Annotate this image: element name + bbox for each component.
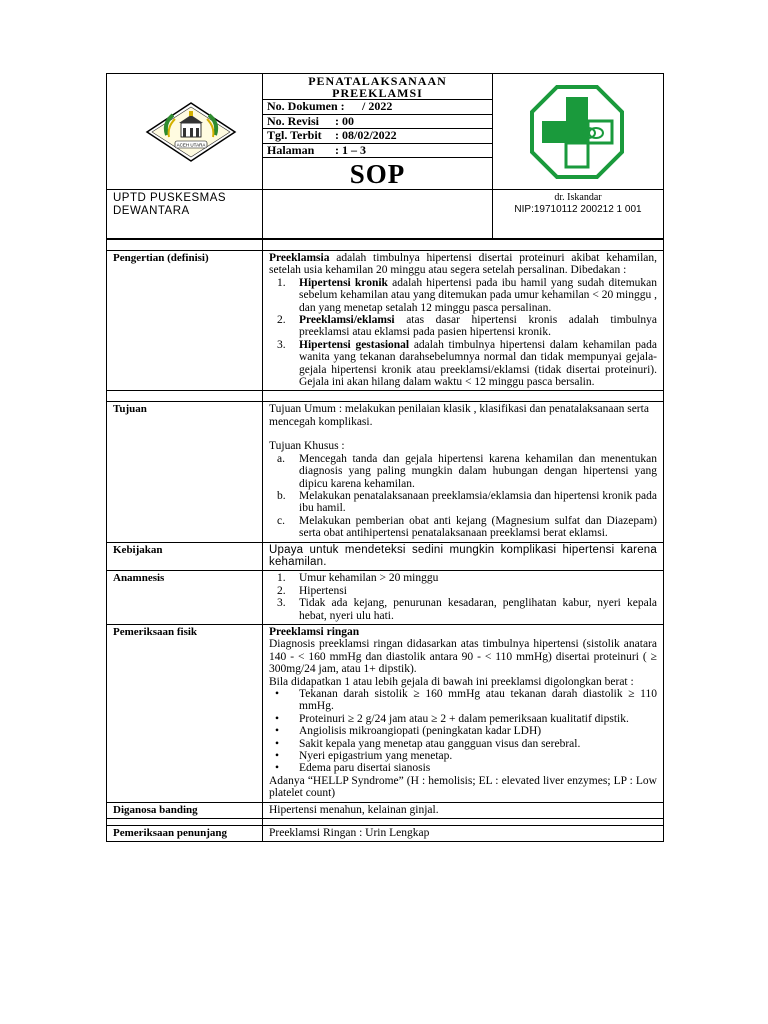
item-text: Umur kehamilan > 20 minggu <box>299 572 439 585</box>
document-header <box>106 73 664 239</box>
meta-value: / 2022 <box>362 99 393 113</box>
list-item <box>269 314 657 339</box>
content-pemeriksaan-penunjang <box>263 826 664 842</box>
bullet-item <box>269 750 657 762</box>
spacer <box>269 428 657 440</box>
list-item <box>269 339 657 389</box>
row-pemeriksaan-fisik <box>107 624 664 802</box>
bullet-text: Tekanan darah sistolik ≥ 160 mmHg atau tekanan darah diastolik ≥ 110 mmHg. <box>299 688 657 713</box>
bullet-item <box>269 725 657 737</box>
meta-key: Halaman <box>267 142 315 157</box>
spacer-row <box>107 240 664 251</box>
definition: adalah timbulnya hipertensi disertai proteinuri akibat kehamilan, setelah usia kehamilan 20 minggu atau segera setelah persalinan. Dibedakan : <box>269 252 657 277</box>
label-pemeriksaan-fisik: Pemeriksaan fisik <box>107 624 263 802</box>
spacer-row <box>107 391 664 402</box>
bullet-item <box>269 738 657 750</box>
sop-content-table <box>106 239 664 842</box>
item-letter: b. <box>277 489 286 502</box>
content-tujuan <box>263 402 664 542</box>
spacer-row <box>107 819 664 826</box>
term: Preeklamsi/eklamsi <box>299 314 395 327</box>
list-item <box>269 572 657 584</box>
bullet-icon: • <box>275 737 280 750</box>
item-text: Tidak ada kejang, penurunan kesadaran, penglihatan kabur, nyeri kepala hebat, nyeri ulu hati. <box>299 597 657 622</box>
sop-document <box>106 73 663 842</box>
list-item <box>269 585 657 597</box>
item-text: Melakukan pemberian obat anti kejang (Magnesium sulfat dan Diazepam) serta obat antihipertensi penatalaksanaan preeklamsi berat eklamsi. <box>299 514 657 540</box>
row-pengertian <box>107 251 664 391</box>
subsection-title: Preeklamsi ringan <box>269 625 360 638</box>
bullet-icon: • <box>275 762 280 775</box>
item-text <box>299 314 657 339</box>
list-item <box>269 515 657 540</box>
list-item <box>269 490 657 515</box>
item-text: Melakukan penatalaksanaan preeklamsia/eklamsia dan hipertensi kronik pada ibu hamil. <box>299 489 657 515</box>
penunjang-text: Preeklamsi Ringan : Urin Lengkap <box>269 827 430 840</box>
content-diagnosa-banding <box>263 802 664 818</box>
label-diagnosa-banding: Diganosa banding <box>107 802 263 818</box>
meta-value: : 00 <box>335 113 354 128</box>
emblem-label: ACEH UTARA <box>176 142 206 148</box>
term: Hipertensi gestasional <box>299 338 410 351</box>
meta-row-terbit <box>263 128 492 143</box>
definition: atas dasar hipertensi kronis adalah timbulnya preeklamsi atau eklamsi pada pasien hipertensi kronik. <box>299 314 657 339</box>
sop-heading: SOP <box>263 157 492 189</box>
term: Hipertensi kronik <box>299 276 388 289</box>
paragraph: Diagnosis preeklamsi ringan didasarkan atas timbulnya hipertensi (sistolik anatara 140 - < 160 mmHg dan diastolik antara 90 - < 110 mmHg) disertai proteinuri ( ≥ 300mg/24 jam, atau 1+ dipstik). <box>269 638 657 676</box>
content-pemeriksaan-fisik <box>263 624 664 802</box>
bullet-icon: • <box>275 688 280 700</box>
label-tujuan: Tujuan <box>107 402 263 542</box>
item-number: 2. <box>277 314 286 327</box>
document-title: PENATALAKSANAAN PREEKLAMSI <box>308 74 447 100</box>
regency-logo-cell <box>107 74 263 190</box>
definition: adalah hipertensi pada ibu hamil yang sudah ditemukan sebelum kehamilan atau yang ditemukan pada umur kehamilan < 20 minggu , dan yang menetap setalah 12 minggu pasca persalinan. <box>299 276 657 314</box>
list-item <box>269 453 657 490</box>
meta-key: No. Dokumen : <box>267 99 345 113</box>
meta-key: No. Revisi <box>267 113 319 128</box>
signature-cell <box>493 190 664 239</box>
meta-row-dokumen <box>263 100 492 114</box>
label-pemeriksaan-penunjang: Pemeriksaan penunjang <box>107 826 263 842</box>
row-kebijakan <box>107 542 664 571</box>
meta-row-halaman <box>263 143 492 158</box>
meta-value: : 08/02/2022 <box>335 128 397 142</box>
tujuan-umum: Tujuan Umum : melakukan penilaian klasik , klasifikasi dan penatalaksanaan serta mencegah komplikasi. <box>269 403 649 428</box>
aceh-utara-emblem-icon <box>145 101 237 163</box>
bullet-icon: • <box>275 725 280 738</box>
blank-cell <box>263 190 493 239</box>
bullet-text: Sakit kepala yang menetap atau gangguan visus dan serebral. <box>299 737 581 750</box>
banding-text: Hipertensi menahun, kelainan ginjal. <box>269 803 439 816</box>
bullet-text: Nyeri epigastrium yang menetap. <box>299 750 453 763</box>
paragraph: Adanya “HELLP Syndrome” (H : hemolisis; EL : elevated liver enzymes; LP : Low platelet count) <box>269 774 657 800</box>
item-letter: c. <box>277 514 285 527</box>
meta-block <box>263 99 492 157</box>
row-anamnesis <box>107 571 664 625</box>
item-number: 3. <box>277 597 286 610</box>
label-pengertian: Pengertian (definisi) <box>107 251 263 391</box>
item-text: Mencegah tanda dan gejala hipertensi karena kehamilan dan menentukan diagnosis yang paling mungkin dalam hubungan dengan hipertensi yang dipicu karena kehamilan. <box>299 452 657 490</box>
item-number: 2. <box>277 584 286 597</box>
item-number: 1. <box>277 276 286 289</box>
item-letter: a. <box>277 452 285 465</box>
item-text <box>299 277 657 314</box>
puskesmas-logo-cell <box>493 74 664 190</box>
meta-row-revisi <box>263 114 492 129</box>
content-anamnesis <box>263 571 664 625</box>
definition: adalah timbulnya hipertensi dalam kehamilan pada wanita yang tekanan darahsebelumnya normal dan tidak mempunyai gejala-gejala hipertensi kronik atau preeklamsi/eklamsi (tidak disertai proteinuri). Gejala ini akan hilang dalam waktu < 12 minggu pasca bersalin. <box>299 338 657 389</box>
item-number: 3. <box>277 338 286 351</box>
label-kebijakan: Kebijakan <box>107 542 263 571</box>
term: Preeklamsia <box>269 252 330 264</box>
list-item <box>269 597 657 622</box>
bullet-text: Edema paru disertai sianosis <box>299 762 431 775</box>
item-text <box>299 339 657 389</box>
bullet-text: Angiolisis mikroangiopati (peningkatan kadar LDH) <box>299 725 542 738</box>
document-info-cell <box>263 74 493 190</box>
tujuan-khusus-label: Tujuan Khusus : <box>269 440 345 453</box>
label-anamnesis: Anamnesis <box>107 571 263 625</box>
meta-value: : 1 – 3 <box>335 142 366 157</box>
row-pemeriksaan-penunjang <box>107 826 664 842</box>
bullet-text: Proteinuri ≥ 2 g/24 jam atau ≥ 2 + dalam pemeriksaan kualitatif dipstik. <box>299 712 629 725</box>
paragraph: Bila didapatkan 1 atau lebih gejala di bawah ini preeklamsi digolongkan berat : <box>269 675 634 688</box>
puskesmas-name: UPTD PUSKESMAS DEWANTARA <box>107 190 263 239</box>
bullet-icon: • <box>275 712 280 725</box>
row-diagnosa-banding <box>107 802 664 818</box>
item-text: Hipertensi <box>299 584 347 597</box>
item-number: 1. <box>277 572 286 585</box>
row-tujuan <box>107 402 664 542</box>
content-kebijakan <box>263 542 664 571</box>
bullet-item <box>269 762 657 774</box>
content-pengertian <box>263 251 664 391</box>
pengertian-intro <box>269 252 657 277</box>
meta-key: Tgl. Terbit <box>267 128 322 142</box>
bullet-item <box>269 688 657 713</box>
bullet-icon: • <box>275 750 280 763</box>
puskesmas-cross-icon <box>530 85 624 179</box>
list-item <box>269 277 657 314</box>
signer-nip: NIP:19710112 200212 1 001 <box>514 204 642 215</box>
bullet-item <box>269 713 657 725</box>
kebijakan-text: Upaya untuk mendeteksi sedini mungkin komplikasi hipertensi karena kehamilan. <box>269 543 657 568</box>
signer-name: dr. Iskandar <box>554 192 602 203</box>
